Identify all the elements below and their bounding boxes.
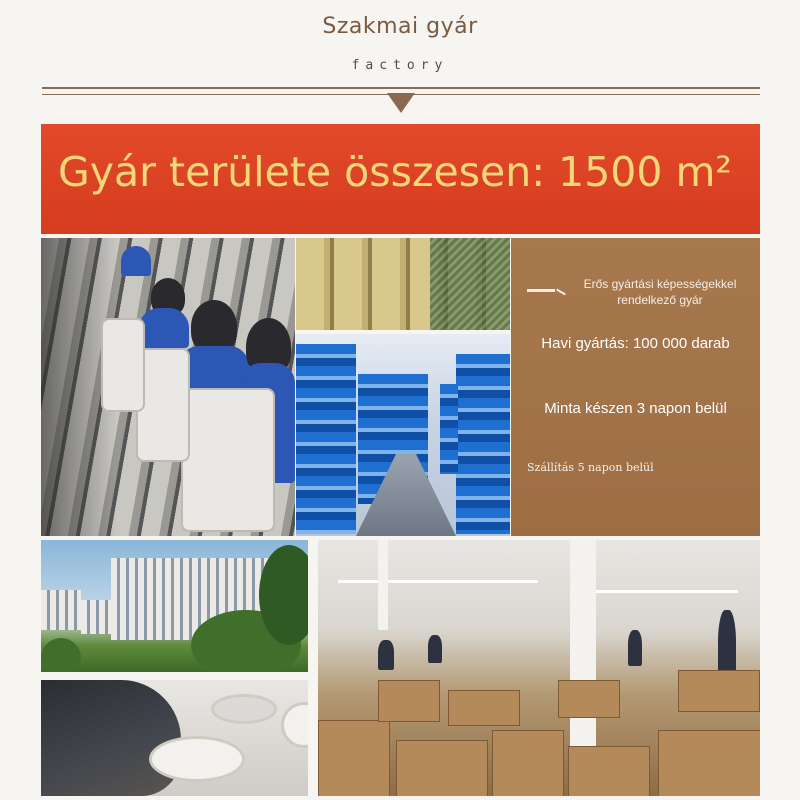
photo-sewing-line xyxy=(41,238,295,536)
photo-warehouse xyxy=(296,334,510,536)
info-capability: Erős gyártási képességekkel rendelkező gyár xyxy=(583,277,737,307)
info-monthly-production: Havi gyártás: 100 000 darab xyxy=(541,335,730,352)
photo-material-rolls xyxy=(296,238,510,330)
header-divider-top xyxy=(42,87,760,89)
page-title: Szakmai gyár xyxy=(322,14,478,39)
triangle-down-icon xyxy=(387,93,415,113)
photo-factory-building xyxy=(41,540,308,672)
page-subtitle: factory xyxy=(351,58,449,73)
photo-production-hall xyxy=(318,540,760,796)
info-sample-time: Minta készen 3 napon belül xyxy=(544,400,727,417)
info-delivery-time: Szállítás 5 napon belül xyxy=(527,461,654,474)
info-accent-line xyxy=(527,289,555,292)
photo-worker-table xyxy=(41,680,308,796)
area-banner-text: Gyár területe összesen: 1500 m² xyxy=(58,148,732,196)
